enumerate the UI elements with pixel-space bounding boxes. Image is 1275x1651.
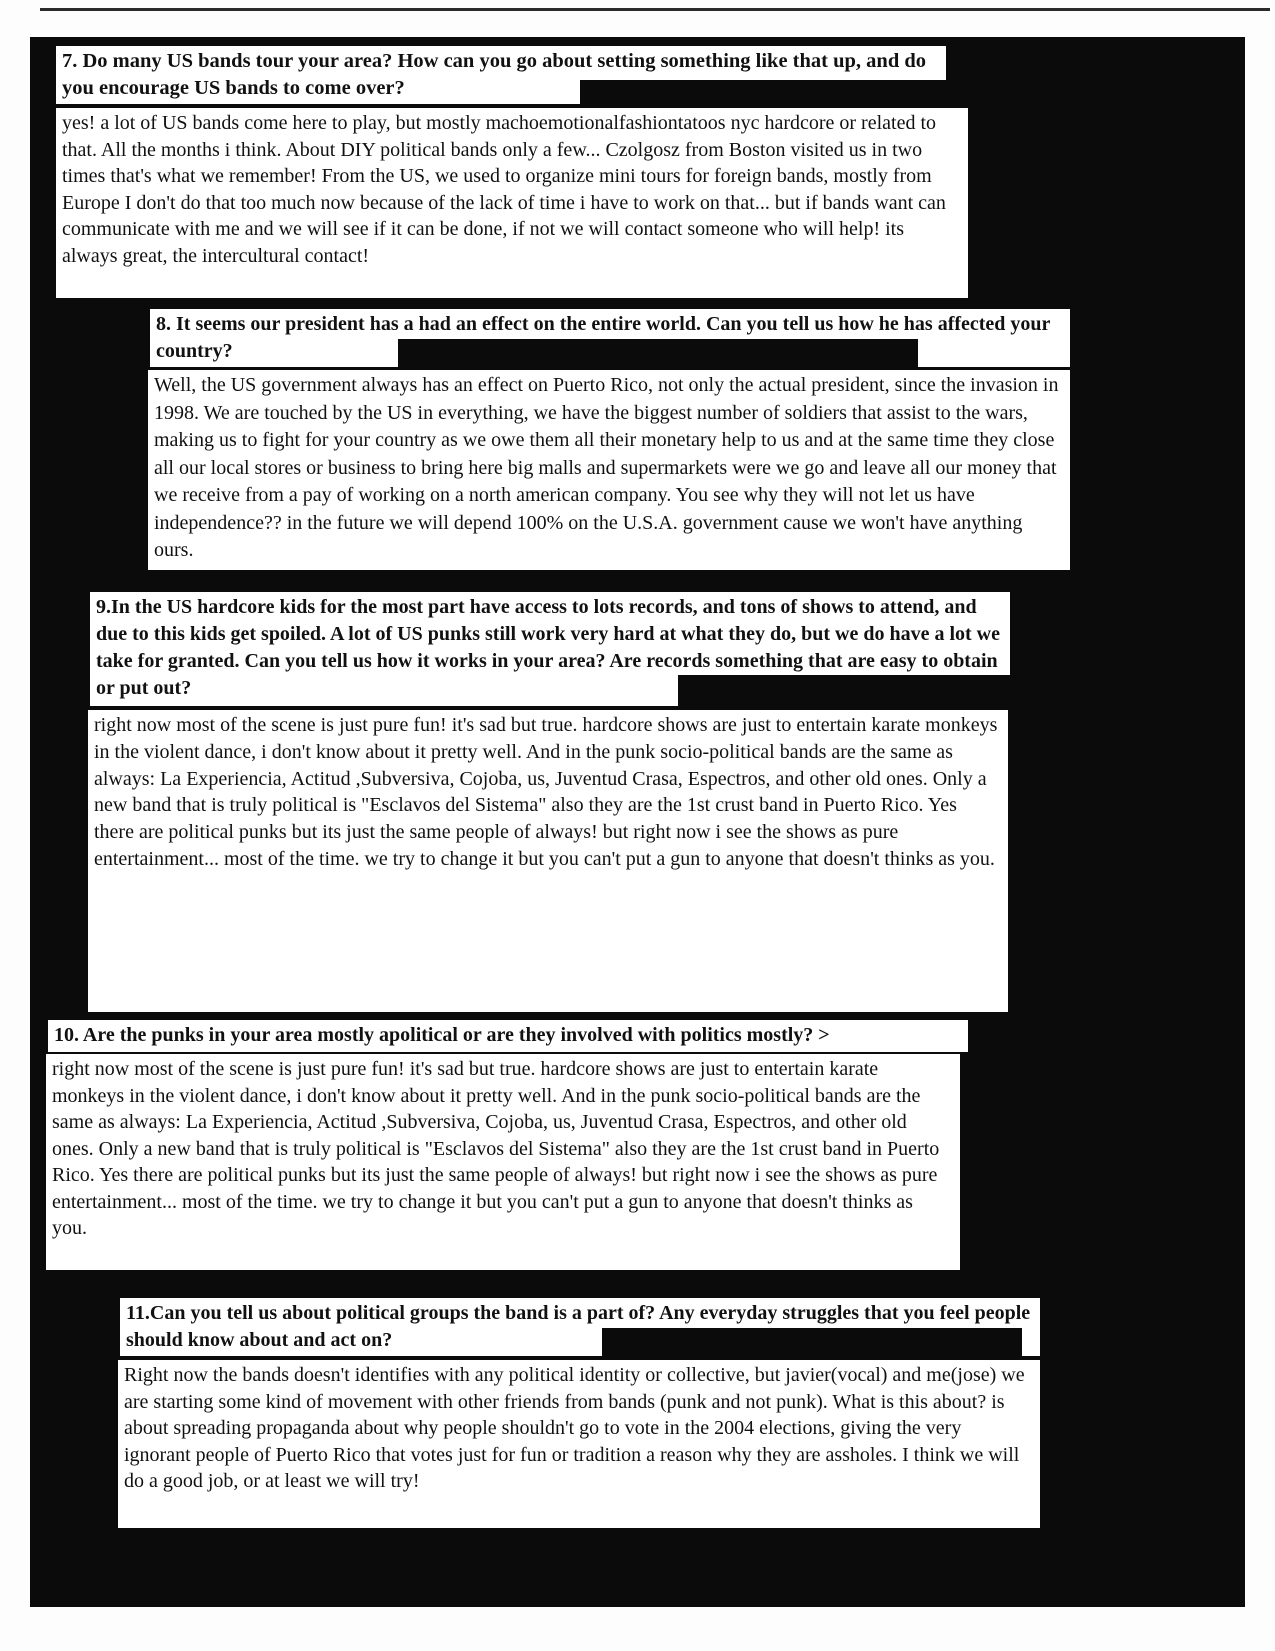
redaction-bar: [398, 339, 918, 369]
answer-9: right now most of the scene is just pure fun! it's sad but true. hardcore shows are just to entertain karate monkeys in the violent dance, i don't know about it pretty well. And in the punk socio-political bands are the same as always: La Experiencia, Actitud ,Subversiva, Cojoba, us, Juventud Crasa, Espectros, and other old ones. Only a new band that is truly political is "Esclavos del Sistema" also they are the 1st crust band in Puerto Rico. Yes there are political punks but its just the same people of always! but right now i see the shows as pure entertainment... most of the time. we try to change it but you can't put a gun to anyone that doesn't thinks as you.: [88, 710, 1008, 1012]
question-10: 10. Are the punks in your area mostly apolitical or are they involved with politics mostly? >: [48, 1020, 968, 1052]
redaction-bar: [580, 80, 950, 106]
question-11: 11.Can you tell us about political groups the band is a part of? Any everyday struggles that you feel people should know about and act on?: [120, 1298, 1040, 1356]
answer-10: right now most of the scene is just pure fun! it's sad but true. hardcore shows are just to entertain karate monkeys in the violent dance, i don't know about it pretty well. And in the punk socio-political bands are the same as always: La Experiencia, Actitud ,Subversiva, Cojoba, us, Juventud Crasa, Espectros, and other old ones. Only a new band that is truly political is "Esclavos del Sistema" also they are the 1st crust band in Puerto Rico. Yes there are political punks but its just the same people of always! but right now i see the shows as pure entertainment... most of the time. we try to change it but you can't put a gun to anyone that doesn't thinks as you.: [46, 1054, 960, 1270]
answer-8: Well, the US government always has an effect on Puerto Rico, not only the actual president, since the invasion in 1998. We are touched by the US in everything, we have the biggest number of soldiers that assist to the wars, making us to fight for your country as we owe them all their monetary help to us and at the same time they close all our local stores or business to bring here big malls and supermarkets were we go and leave all our money that we receive from a pay of working on a north american company. You see why they will not let us have independence?? in the future we will depend 100% on the U.S.A. government cause we won't have anything ours.: [148, 370, 1070, 570]
question-8: 8. It seems our president has a had an effect on the entire world. Can you tell us how he has affected your country?: [150, 309, 1070, 367]
redaction-bar: [678, 675, 1018, 709]
answer-7: yes! a lot of US bands come here to play, but mostly machoemotionalfashiontatoos nyc hardcore or related to that. All the months i think. About DIY political bands only a few... Czolgosz from Boston visited us in two times that's what we remember! From the US, we used to organize mini tours for foreign bands, mostly from Europe I don't do that too much now because of the lack of time i have to work on that... but if bands want can communicate with me and we will see if it can be done, if not we will contact someone who will help! its always great, the intercultural contact!: [56, 108, 968, 298]
redaction-bar: [602, 1328, 1022, 1360]
answer-11: Right now the bands doesn't identifies with any political identity or collective, but javier(vocal) and me(jose) we are starting some kind of movement with other friends from bands (punk and not punk). What is this about? is about spreading propaganda about why people shouldn't go to vote in the 2004 elections, giving the very ignorant people of Puerto Rico that votes just for fun or tradition a reason why they are assholes. I think we will do a good job, or at least we will try!: [118, 1360, 1040, 1528]
page-edge-line: [40, 8, 1270, 11]
question-9: 9.In the US hardcore kids for the most part have access to lots records, and tons of shows to attend, and due to this kids get spoiled. A lot of US punks still work very hard at what they do, but we do have a lot we take for granted. Can you tell us how it works in your area? Are records something that are easy to obtain or put out?: [90, 592, 1010, 706]
question-7: 7. Do many US bands tour your area? How can you go about setting something like that up, and do you encourage US bands to come over?: [56, 46, 946, 104]
